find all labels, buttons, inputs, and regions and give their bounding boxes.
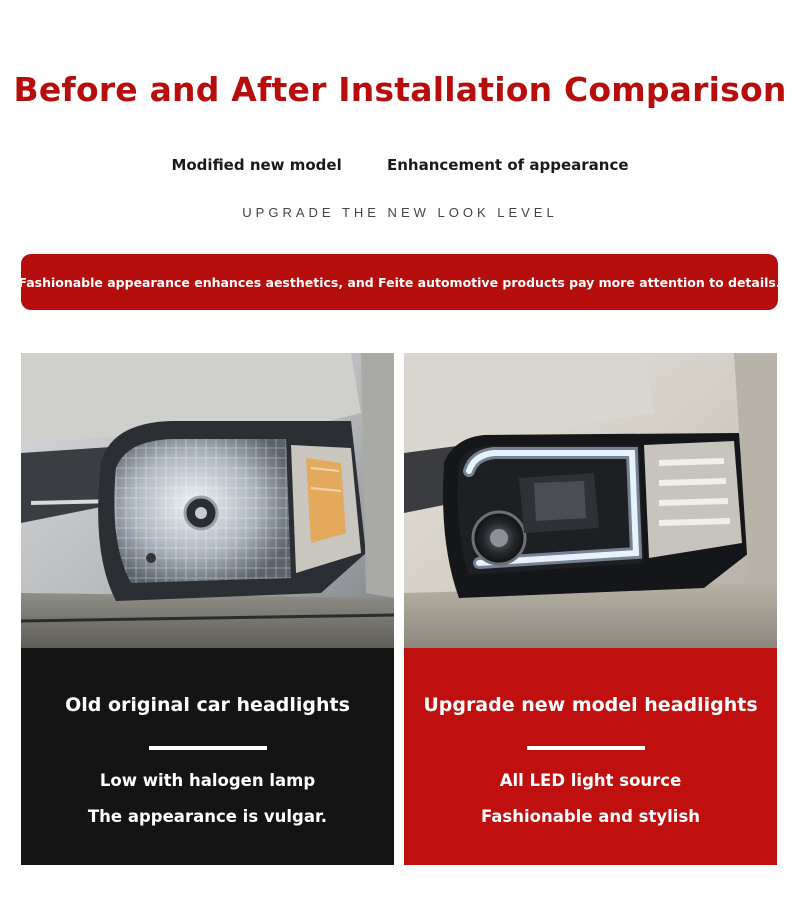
after-caption	[404, 648, 777, 865]
after-caption-title: Upgrade new model headlights	[423, 694, 758, 716]
before-caption-line1: Low with halogen lamp	[99, 771, 316, 790]
before-caption-title: Old original car headlights	[65, 694, 350, 716]
upgraded-headlight-photo	[404, 353, 777, 648]
after-divider	[527, 746, 645, 750]
subtitle-row	[0, 156, 800, 174]
subtitle-right: Enhancement of appearance	[386, 156, 629, 174]
page-title: Before and After Installation Comparison	[13, 70, 787, 109]
original-headlight-photo	[21, 353, 394, 648]
after-panel	[404, 353, 777, 865]
before-caption	[21, 648, 394, 865]
after-caption-line1: All LED light source	[499, 771, 682, 790]
before-caption-line2: The appearance is vulgar.	[87, 807, 328, 826]
subtitle-left: Modified new model	[171, 156, 342, 174]
after-caption-line2: Fashionable and stylish	[480, 807, 701, 826]
before-divider	[149, 746, 267, 750]
before-panel	[21, 353, 394, 865]
feature-banner: Fashionable appearance enhances aesthetics, and Feite automotive products pay more attention to details.	[21, 254, 778, 310]
tagline: UPGRADE THE NEW LOOK LEVEL	[242, 205, 558, 220]
